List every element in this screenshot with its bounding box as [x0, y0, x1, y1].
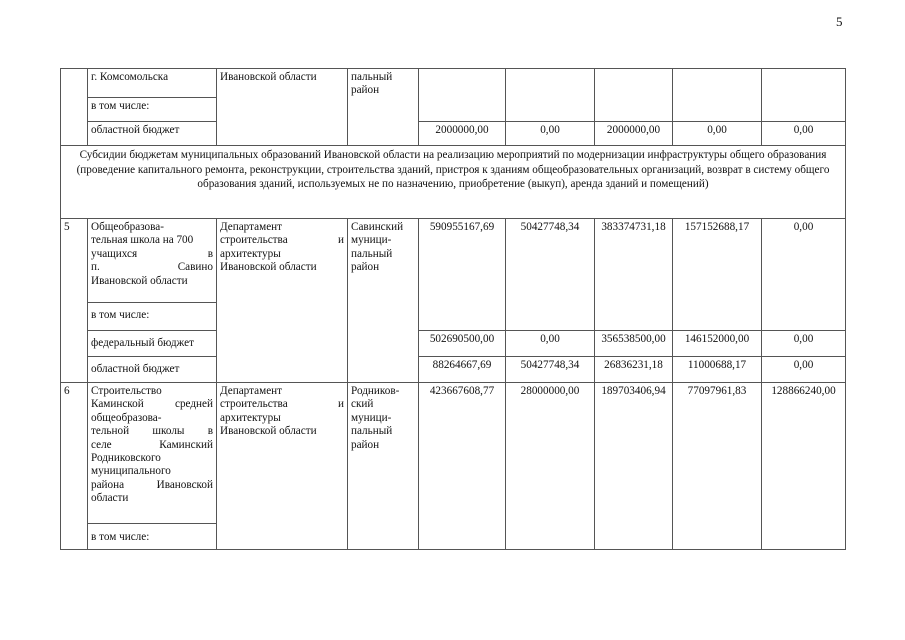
value-cell: 383374731,18 — [595, 219, 673, 331]
value-cell: 189703406,94 — [595, 383, 673, 550]
municipality-line: пальный — [351, 247, 393, 260]
value-cell: 2000000,00 — [595, 122, 673, 146]
object-line: Строительство — [91, 385, 162, 397]
value-cell: 146152000,00 — [673, 331, 762, 357]
section-banner: Субсидии бюджетам муниципальных образований Ивановской области на реализацию мероприятий по модернизации инфраструктуры общего образования (проведение капитального ремонта, реконструкции, строительства зданий, пристроя к зданиям общеобразовательных организаций, возврат в систему общего образования зданий, используемых не по назначению, приобретение (выкуп), аренда зданий и помещений) — [61, 146, 846, 219]
object-line: Родниковского — [91, 452, 161, 465]
row-number-cell — [61, 69, 88, 146]
value-cell: 2000000,00 — [419, 122, 506, 146]
object-line: Общеобразова- — [91, 221, 164, 233]
municipality-line: район — [351, 261, 380, 274]
table-row — [61, 219, 846, 303]
customer-line: строительства и — [220, 398, 344, 411]
budget-label: областной бюджет — [88, 122, 217, 146]
object-line: области — [91, 492, 129, 505]
municipality-line: муници- — [351, 411, 392, 424]
object-line: учащихся в — [91, 247, 213, 260]
customer-line: Департамент — [220, 221, 283, 233]
table-row — [61, 331, 846, 357]
object-cell — [88, 219, 217, 303]
object-cell: г. Комсомольска — [88, 69, 217, 98]
value-cell: 11000688,17 — [673, 357, 762, 383]
object-line: Каминской средней — [91, 398, 213, 411]
table-row — [61, 357, 846, 383]
value-cell: 128866240,00 — [762, 383, 846, 550]
customer-cell — [217, 383, 348, 550]
including-label: в том числе: — [88, 98, 217, 122]
object-line: района Ивановской — [91, 478, 213, 491]
municipality-line: ский — [351, 398, 374, 411]
table-row — [61, 146, 846, 219]
value-cell: 0,00 — [762, 219, 846, 331]
object-line: п. Савино — [91, 261, 213, 274]
municipality-cell — [348, 219, 419, 383]
value-cell: 157152688,17 — [673, 219, 762, 331]
value-cell: 0,00 — [506, 122, 595, 146]
customer-line: Ивановской области — [220, 261, 317, 274]
customer-cell: Ивановской области — [217, 69, 348, 146]
value-cell: 356538500,00 — [595, 331, 673, 357]
object-line: тельной школы в — [91, 425, 213, 438]
value-cell — [762, 69, 846, 122]
object-line: тельная школа на 700 — [91, 234, 194, 247]
value-cell: 590955167,69 — [419, 219, 506, 331]
municipality-line: пальный — [351, 71, 393, 83]
value-cell: 88264667,69 — [419, 357, 506, 383]
municipality-line: район — [351, 438, 380, 451]
budget-table — [60, 68, 846, 550]
including-label: в том числе: — [88, 524, 217, 550]
budget-label: областной бюджет — [88, 357, 217, 383]
value-cell: 50427748,34 — [506, 357, 595, 383]
value-cell: 26836231,18 — [595, 357, 673, 383]
municipality-line: район — [351, 84, 380, 97]
value-cell: 0,00 — [762, 357, 846, 383]
customer-line: Ивановской области — [220, 425, 317, 438]
table-row — [61, 122, 846, 146]
object-line: муниципального — [91, 465, 171, 478]
customer-cell — [217, 219, 348, 383]
row-number-cell: 5 — [61, 219, 88, 383]
value-cell: 0,00 — [762, 122, 846, 146]
value-cell: 502690500,00 — [419, 331, 506, 357]
municipality-line: муници- — [351, 234, 392, 247]
value-cell — [506, 69, 595, 122]
municipality-cell — [348, 383, 419, 550]
value-cell — [595, 69, 673, 122]
customer-line: архитектуры — [220, 247, 281, 260]
value-cell: 423667608,77 — [419, 383, 506, 550]
value-cell — [419, 69, 506, 122]
municipality-line: Савинский — [351, 221, 404, 233]
municipality-cell — [348, 69, 419, 146]
object-cell — [88, 383, 217, 524]
table-row — [61, 383, 846, 524]
value-cell: 50427748,34 — [506, 219, 595, 331]
page-number: 5 — [836, 14, 843, 29]
value-cell: 0,00 — [762, 331, 846, 357]
including-label: в том числе: — [88, 303, 217, 331]
row-number-cell: 6 — [61, 383, 88, 550]
object-line: общеобразова- — [91, 411, 162, 424]
municipality-line: пальный — [351, 425, 393, 438]
value-cell: 77097961,83 — [673, 383, 762, 550]
value-cell: 0,00 — [506, 331, 595, 357]
table-row — [61, 69, 846, 98]
budget-label: федеральный бюджет — [88, 331, 217, 357]
customer-line: архитектуры — [220, 411, 281, 424]
value-cell: 28000000,00 — [506, 383, 595, 550]
object-line: Ивановской области — [91, 274, 188, 287]
value-cell: 0,00 — [673, 122, 762, 146]
municipality-line: Родников- — [351, 385, 400, 397]
object-line: селе Каминский — [91, 438, 213, 451]
customer-line: строительства и — [220, 234, 344, 247]
customer-line: Департамент — [220, 385, 283, 397]
value-cell — [673, 69, 762, 122]
